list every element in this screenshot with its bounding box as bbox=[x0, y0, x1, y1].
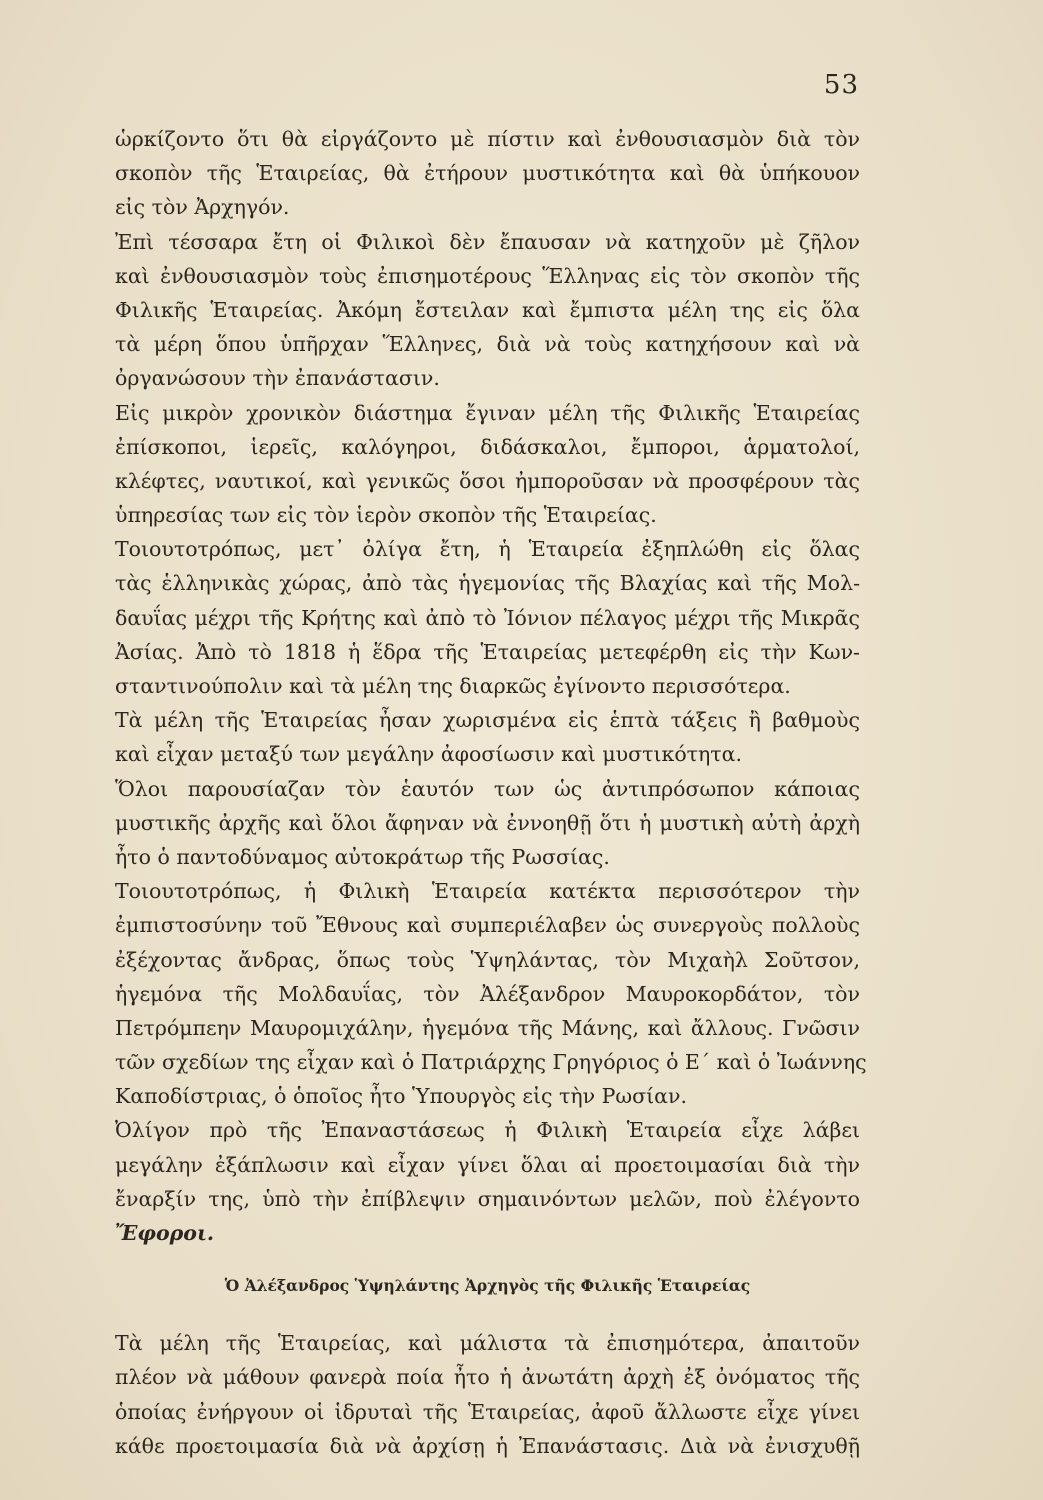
text-line: Πετρόμπεην Μαυρομιχάλην, ἡγεμόνα τῆς Μάνης, καὶ ἄλλους. Γνῶσιν bbox=[115, 1015, 860, 1040]
text-line: εἰς τὸν Ἀρχηγόν. bbox=[115, 195, 290, 220]
text-line: Καποδίστριας, ὁ ὁποῖος ἦτο Ὑπουργὸς εἰς τὴν Ρωσίαν. bbox=[115, 1084, 687, 1109]
text-line: μεγάλην ἐξάπλωσιν καὶ εἶχαν γίνει ὅλαι αἱ προετοιμασίαι διὰ τὴν bbox=[115, 1152, 860, 1177]
text-line: Εἰς μικρὸν χρονικὸν διάστημα ἔγιναν μέλη τῆς Φιλικῆς Ἑταιρείας bbox=[115, 400, 860, 425]
text-line: Τὰ μέλη τῆς Ἑταιρείας, καὶ μάλιστα τὰ ἐπισημότερα, ἀπαιτοῦν bbox=[115, 1331, 860, 1356]
text-line: Ἀσίας. Ἀπὸ τὸ 1818 ἡ ἕδρα τῆς Ἑταιρείας μετεφέρθη εἰς τὴν Κων- bbox=[115, 639, 860, 664]
text-line: καὶ εἶχαν μεταξύ των μεγάλην ἀφοσίωσιν καὶ μυστικότητα. bbox=[115, 742, 742, 767]
text-line: σκοπὸν τῆς Ἑταιρείας, θὰ ἐτήρουν μυστικότητα καὶ θὰ ὑπήκουον bbox=[115, 161, 860, 186]
text-line: ἐμπιστοσύνην τοῦ Ἔθνους καὶ συμπεριέλαβεν ὡς συνεργοὺς πολλοὺς bbox=[115, 913, 860, 938]
text-line: ὀργανώσουν τὴν ἐπανάστασιν. bbox=[115, 366, 440, 391]
text-line: καὶ ἐνθουσιασμὸν τοὺς ἐπισημοτέρους Ἕλληνας εἰς τὸν σκοπὸν τῆς bbox=[115, 263, 860, 288]
text-line: τῶν σχεδίων της εἶχαν καὶ ὁ Πατριάρχης Γρηγόριος ὁ Ε΄ καὶ ὁ Ἰωάννης bbox=[115, 1050, 867, 1075]
body-text-part1 bbox=[115, 122, 867, 1250]
text-line: μυστικῆς ἀρχῆς καὶ ὅλοι ἄφηναν νὰ ἐννοηθῇ ὅτι ἡ μυστικὴ αὐτὴ ἀρχὴ bbox=[115, 810, 860, 835]
text-line: ὡρκίζοντο ὅτι θὰ εἰργάζοντο μὲ πίστιν καὶ ἐνθουσιασμὸν διὰ τὸν bbox=[115, 127, 860, 151]
text-line: Ἔφοροι. bbox=[115, 1221, 214, 1245]
text-line: Ὅλοι παρουσίαζαν τὸν ἑαυτόν των ὡς ἀντιπρόσωπον κάποιας bbox=[115, 776, 860, 801]
text-line: κάθε προετοιμασία διὰ νὰ ἀρχίσῃ ἡ Ἐπανάστασις. Διὰ νὰ ἐνισχυθῇ bbox=[115, 1433, 860, 1458]
text-line: ἐπίσκοποι, ἱερεῖς, καλόγηροι, διδάσκαλοι, ἔμποροι, ἁρματολοί, bbox=[115, 434, 860, 459]
text-line: τὰς ἑλληνικὰς χώρας, ἀπὸ τὰς ἡγεμονίας τῆς Βλαχίας καὶ τῆς Μολ- bbox=[115, 571, 860, 596]
text-line: τὰ μέρη ὅπου ὑπῆρχαν Ἕλληνες, διὰ νὰ τοὺς κατηχήσουν καὶ νὰ bbox=[115, 332, 860, 357]
text-line: κλέφτες, ναυτικοί, καὶ γενικῶς ὅσοι ἠμποροῦσαν νὰ προσφέρουν τὰς bbox=[115, 468, 860, 493]
text-line: Φιλικῆς Ἑταιρείας. Ἀκόμη ἔστειλαν καὶ ἔμπιστα μέλη της εἰς ὅλα bbox=[115, 297, 860, 322]
text-line: δαυΐας μέχρι τῆς Κρήτης καὶ ἀπὸ τὸ Ἰόνιον πέλαγος μέχρι τῆς Μικρᾶς bbox=[115, 605, 860, 630]
text-line: ὑπηρεσίας των εἰς τὸν ἱερὸν σκοπὸν τῆς Ἑταιρείας. bbox=[115, 503, 657, 528]
section-heading: Ὁ Ἀλέξανδρος Ὑψηλάντης Ἀρχηγὸς τῆς Φιλικῆς Ἑταιρείας bbox=[224, 1276, 751, 1296]
text-line: πλέον νὰ μάθουν φανερὰ ποία ἦτο ἡ ἀνωτάτη ἀρχὴ ἐξ ὀνόματος τῆς bbox=[115, 1365, 860, 1390]
text-line: ἡγεμόνα τῆς Μολδαυΐας, τὸν Ἀλέξανδρον Μαυροκορδάτον, τὸν bbox=[115, 981, 860, 1006]
text-line: ἦτο ὁ παντοδύναμος αὐτοκράτωρ τῆς Ρωσσίας. bbox=[115, 844, 610, 869]
text-line: Τοιουτοτρόπως, ἡ Φιλικὴ Ἑταιρεία κατέκτα περισσότερον τὴν bbox=[115, 879, 860, 904]
page-number: 53 bbox=[823, 70, 859, 100]
text-line: Τὰ μέλη τῆς Ἑταιρείας ἦσαν χωρισμένα εἰς ἑπτὰ τάξεις ἢ βαθμοὺς bbox=[115, 708, 860, 733]
text-line: ἔναρξίν της, ὑπὸ τὴν ἐπίβλεψιν σημαινόντων μελῶν, ποὺ ἐλέγοντο bbox=[115, 1186, 860, 1211]
text-line: ὁποίας ἐνήργουν οἱ ἱδρυταὶ τῆς Ἑταιρείας, ἀφοῦ ἄλλωστε εἶχε γίνει bbox=[115, 1399, 860, 1424]
text-line: Ἐπὶ τέσσαρα ἔτη οἱ Φιλικοὶ δὲν ἔπαυσαν νὰ κατηχοῦν μὲ ζῆλον bbox=[115, 229, 860, 254]
body-text bbox=[115, 122, 867, 1463]
body-text-part2 bbox=[115, 1326, 860, 1463]
text-line: Ὀλίγον πρὸ τῆς Ἐπαναστάσεως ἡ Φιλικὴ Ἑταιρεία εἶχε λάβει bbox=[115, 1118, 860, 1143]
text-line: ἐξέχοντας ἄνδρας, ὅπως τοὺς Ὑψηλάντας, τὸν Μιχαὴλ Σοῦτσον, bbox=[115, 947, 860, 972]
text-line: σταντινούπολιν καὶ τὰ μέλη της διαρκῶς ἐγίνοντο περισσότερα. bbox=[115, 674, 791, 698]
text-line: Τοιουτοτρόπως, μετ᾽ ὀλίγα ἔτη, ἡ Ἑταιρεία ἐξηπλώθη εἰς ὅλας bbox=[115, 537, 860, 562]
